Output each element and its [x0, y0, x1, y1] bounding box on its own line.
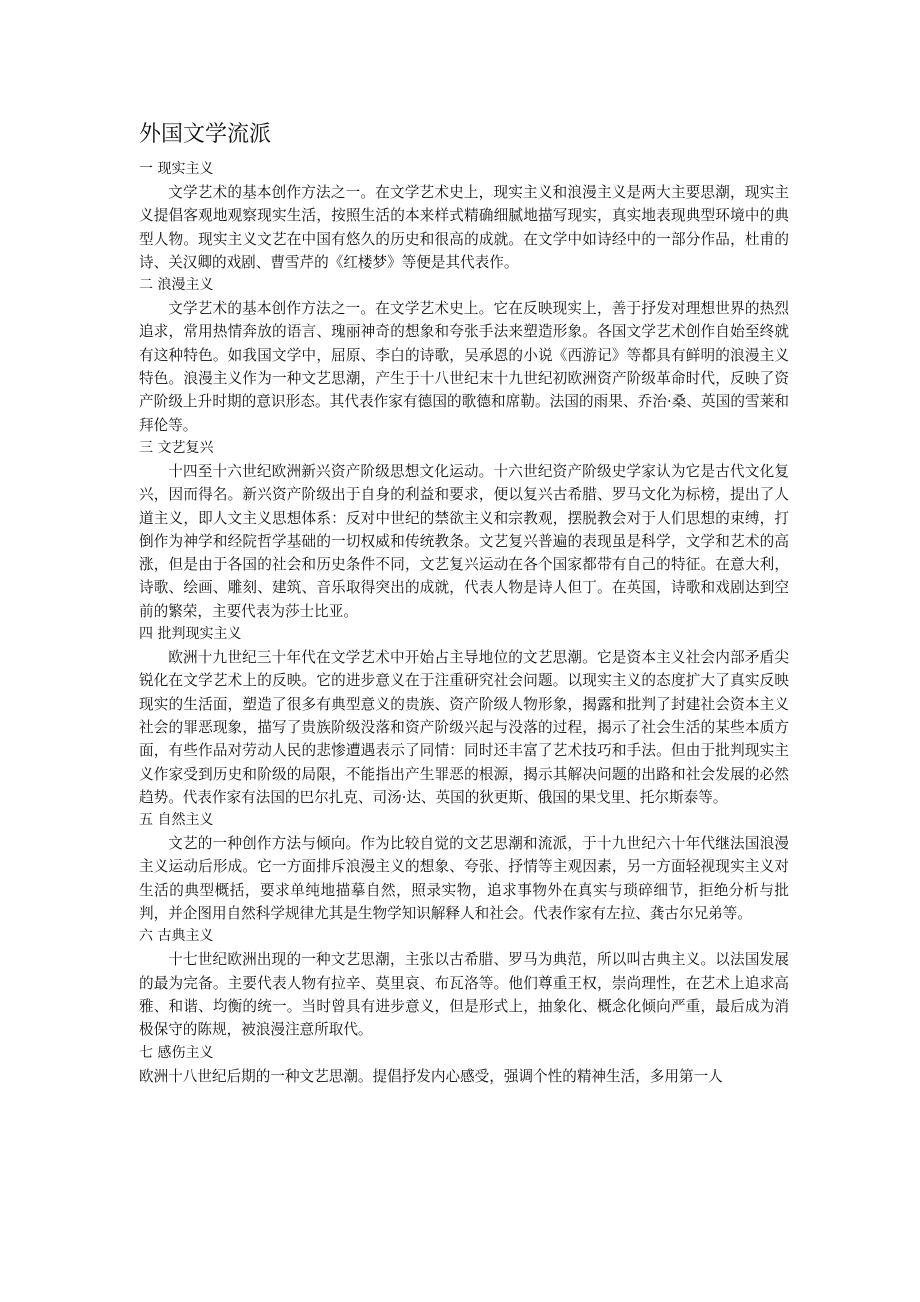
section-heading: 三 文艺复兴 [139, 439, 214, 456]
section-heading: 二 浪漫主义 [139, 277, 214, 294]
section-renaissance [139, 437, 789, 623]
section-realism [139, 158, 789, 274]
section-heading: 七 感伤主义 [139, 1044, 214, 1061]
document-title: 外国文学流派 [139, 122, 272, 147]
section-naturalism [139, 809, 789, 925]
section-paragraph: 欧洲十八世纪后期的一种文艺思潮。提倡抒发内心感受，强调个性的精神生活，多用第一人 [139, 1067, 723, 1085]
section-heading: 四 批判现实主义 [139, 626, 242, 643]
section-heading: 五 自然主义 [139, 812, 214, 829]
section-classicism [139, 925, 789, 1041]
section-paragraph: 文学艺术的基本创作方法之一。在文学艺术史上。它在反映现实上，善于抒发对理想世界的热烈追求，常用热情奔放的语言、瑰丽神奇的想象和夸张手法来塑造形象。各国文学艺术创作自始至终就有这种特色。如我国文学中，屈原、李白的诗歌，吴承恩的小说《西游记》等都具有鲜明的浪漫主义特色。浪漫主义作为一种文艺思潮，产生于十八世纪末十九世纪初欧洲资产阶级革命时代，反映了资产阶级上升时期的意识形态。其代表作家有德国的歌德和席勒。法国的雨果、乔治·桑、英国的雪莱和拜伦等。 [139, 300, 789, 434]
section-paragraph: 十四至十六世纪欧洲新兴资产阶级思想文化运动。十六世纪资产阶级史学家认为它是古代文化复兴，因而得名。新兴资产阶级出于自身的利益和要求，便以复兴古希腊、罗马文化为标榜，提出了人道主义，即人文主义思想体系：反对中世纪的禁欲主义和宗教观，摆脱教会对于人们思想的束缚，打倒作为神学和经院哲学基础的一切权威和传统教条。文艺复兴普遍的表现虽是科学，文学和艺术的高涨，但是由于各国的社会和历史条件不同，文艺复兴运动在各个国家都带有自己的特征。在意大利，诗歌、绘画、雕刻、建筑、音乐取得突出的成就，代表人物是诗人但丁。在英国，诗歌和戏剧达到空前的繁荣，主要代表为莎士比亚。 [139, 462, 789, 620]
document-page [139, 118, 789, 1088]
section-critical-realism [139, 623, 789, 809]
section-romanticism [139, 274, 789, 437]
section-paragraph: 文学艺术的基本创作方法之一。在文学艺术史上，现实主义和浪漫主义是两大主要思潮，现实主义提倡客观地观察现实生活，按照生活的本来样式精确细腻地描写现实，真实地表现典型环境中的典型人物。现实主义文艺在中国有悠久的历史和很高的成就。在文学中如诗经中的一部分作品，杜甫的诗、关汉卿的戏剧、曹雪芹的《红楼梦》等便是其代表作。 [139, 184, 789, 271]
section-heading: 一 现实主义 [139, 161, 214, 177]
section-paragraph: 十七世纪欧洲出现的一种文艺思潮，主张以古希腊、罗马为典范，所以叫古典主义。以法国发展的最为完备。主要代表人物有拉辛、莫里哀、布瓦洛等。他们尊重王权，崇尚理性，在艺术上追求高雅、和谐、均衡的统一。当时曾具有进步意义，但是形式上，抽象化、概念化倾向严重，最后成为消极保守的陈规，被浪漫注意所取代。 [139, 951, 789, 1039]
section-paragraph: 欧洲十九世纪三十年代在文学艺术中开始占主导地位的文艺思潮。它是资本主义社会内部矛盾尖锐化在文学艺术上的反映。它的进步意义在于注重研究社会问题。以现实主义的态度扩大了真实反映现实的生活面，塑造了很多有典型意义的贵族、资产阶级人物形象，揭露和批判了封建社会资本主义社会的罪恶现象，描写了贵族阶级没落和资产阶级兴起与没落的过程，揭示了社会生活的某些本质方面，有些作品对劳动人民的悲惨遭遇表示了同情：同时还丰富了艺术技巧和手法。但由于批判现实主义作家受到历史和阶级的局限，不能指出产生罪恶的根源，揭示其解决问题的出路和社会发展的必然趋势。代表作家有法国的巴尔扎克、司汤·达、英国的狄更斯、俄国的果戈里、托尔斯泰等。 [139, 649, 789, 806]
section-heading: 六 古典主义 [139, 928, 214, 945]
section-sentimentalism [139, 1042, 789, 1088]
section-paragraph: 文艺的一种创作方法与倾向。作为比较自觉的文艺思潮和流派，于十九世纪六十年代继法国浪漫主义运动后形成。它一方面排斥浪漫主义的想象、夸张、抒情等主观因素，另一方面轻视现实主义对生活的典型概括，要求单纯地描摹自然，照录实物，追求事物外在真实与琐碎细节，拒绝分析与批判，并企图用自然科学规律尤其是生物学知识解释人和社会。代表作家有左拉、龚古尔兄弟等。 [139, 835, 789, 923]
